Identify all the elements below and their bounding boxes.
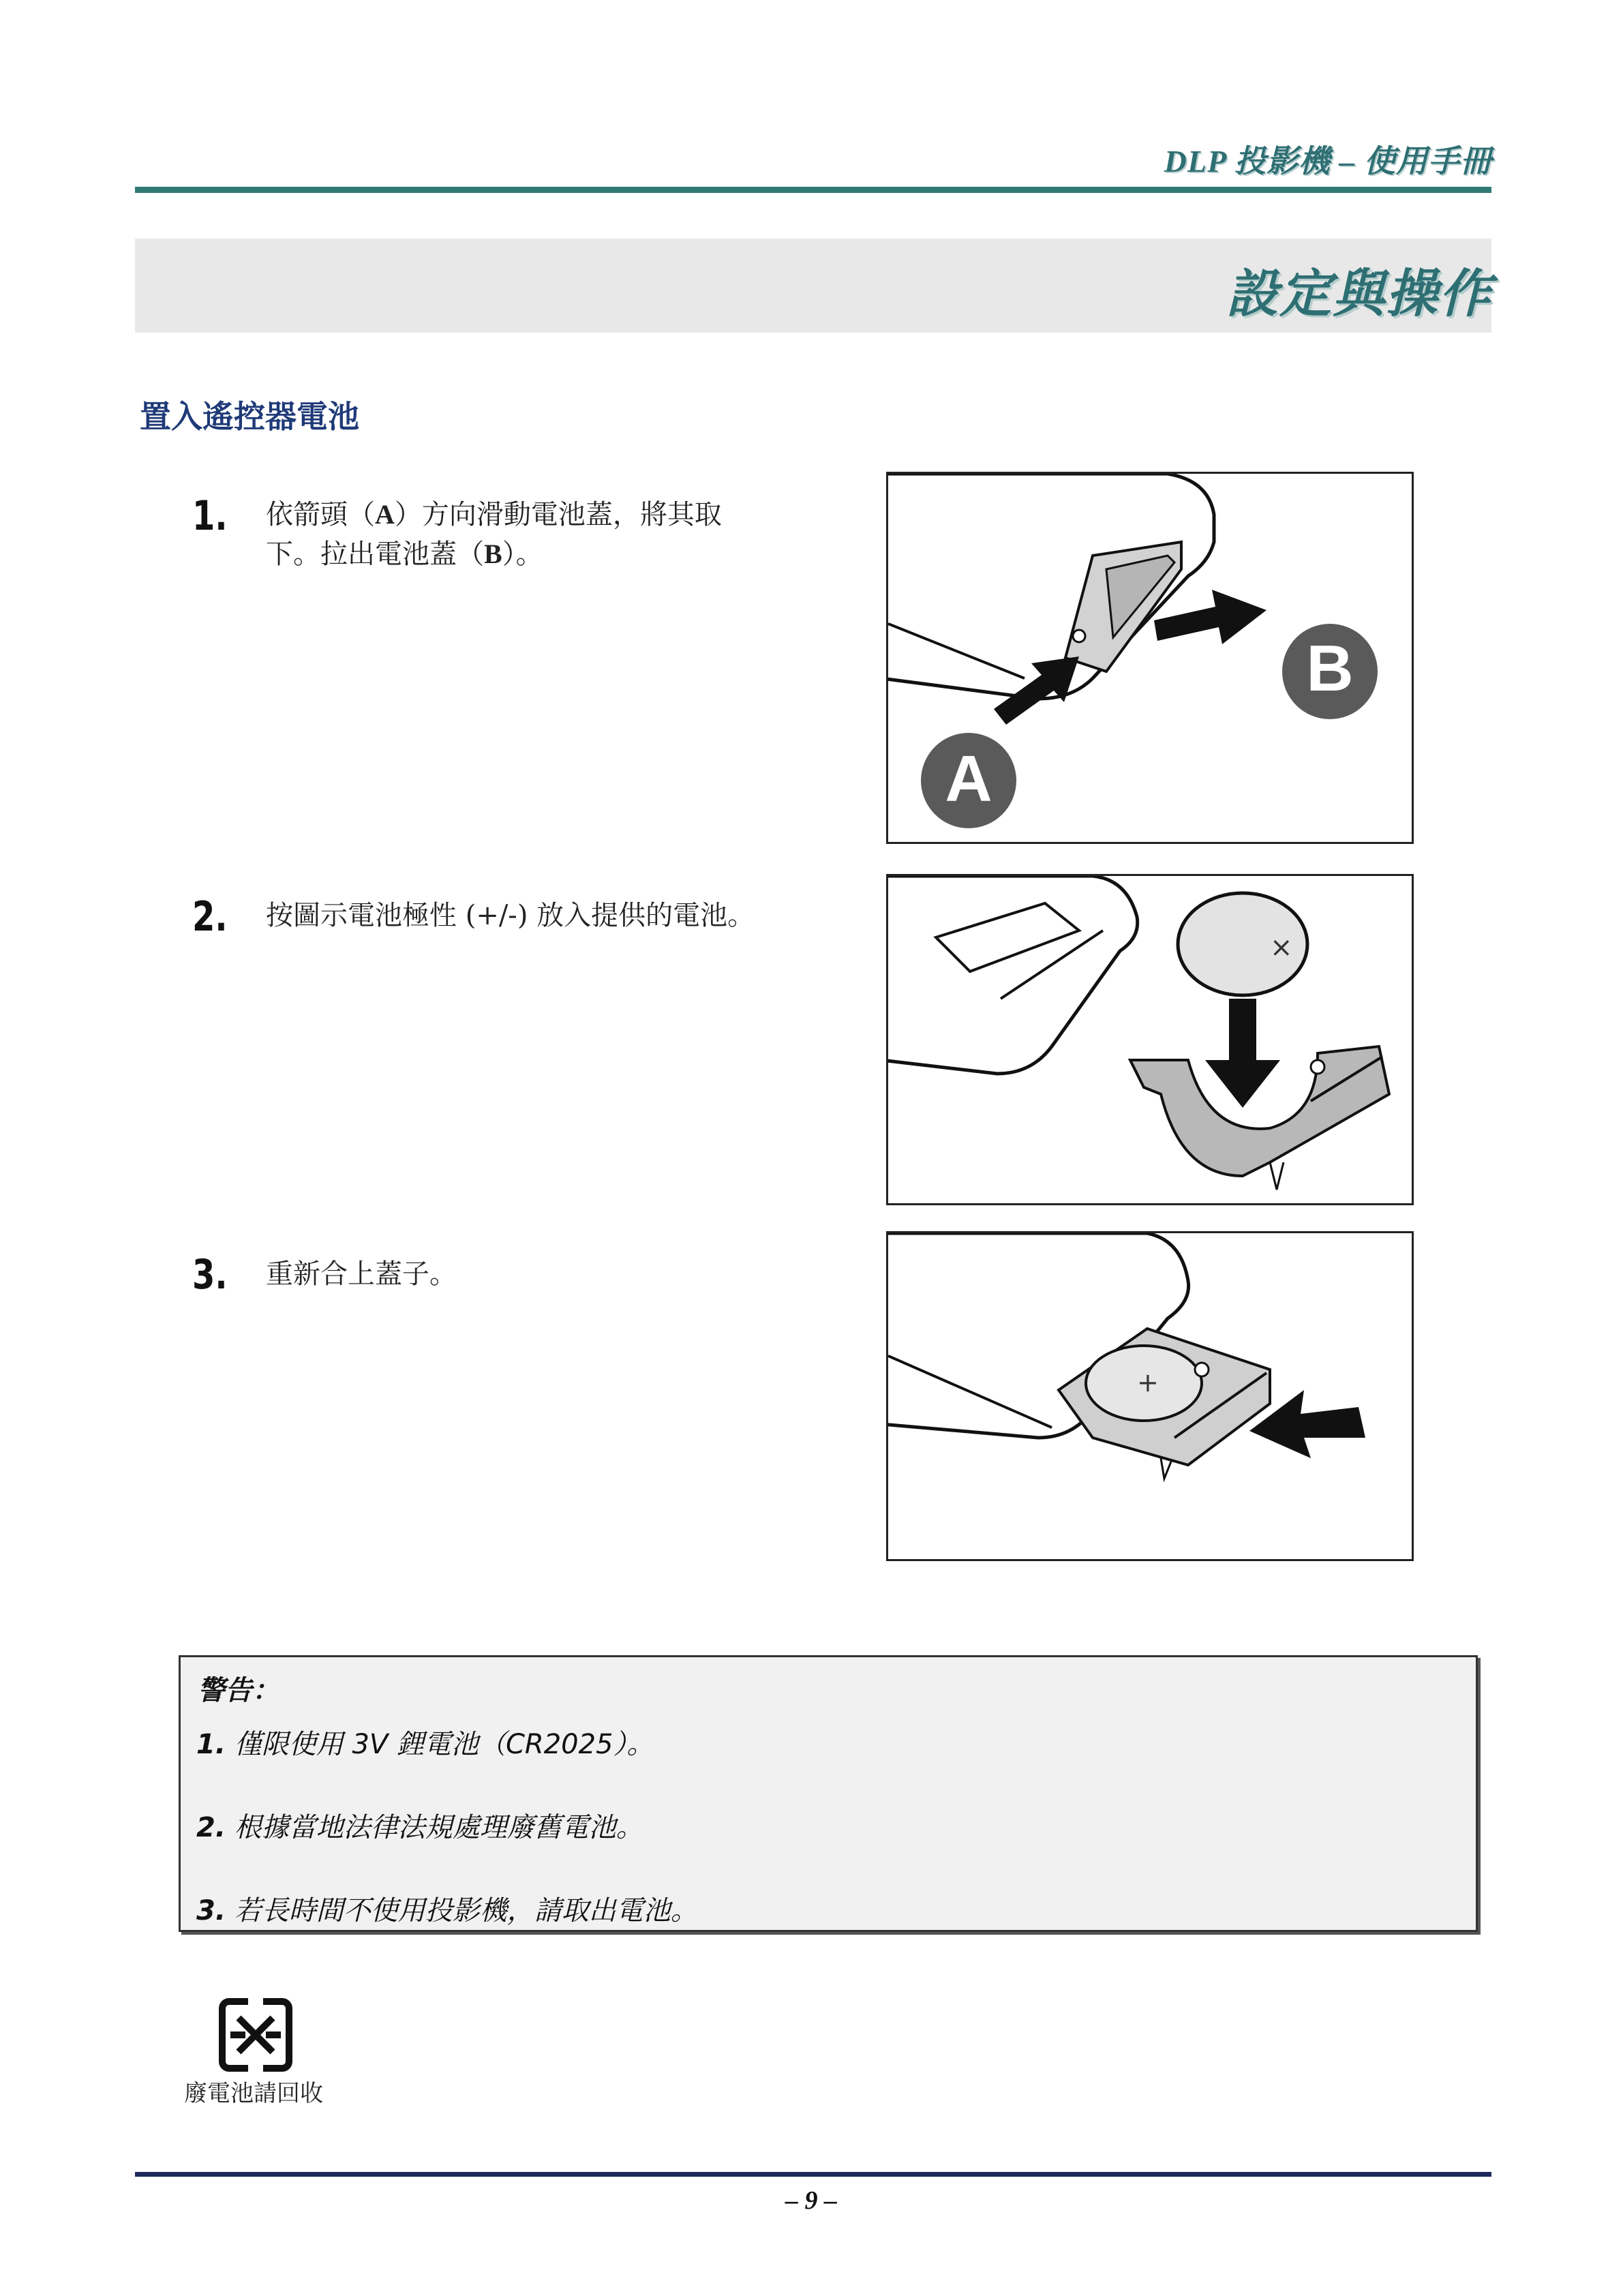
step-1-label-b: B [484,539,502,569]
figure-insert-battery [886,874,1414,1205]
recycle-label: 廢電池請回收 [184,2080,323,2107]
footer-rule [135,2172,1491,2177]
battery-recycle-icon [218,1997,293,2072]
step-1-number: 1. [192,492,228,540]
page-number: – 9 – [785,2186,837,2215]
step-2-number: 2. [192,893,228,941]
warning-item-number: 1. [196,1729,226,1760]
header-rule [135,187,1491,193]
step-1-label-a: A [375,499,395,530]
warning-item-number: 3. [196,1895,226,1927]
warning-item-text: 若長時間不使用投影機，請取出電池。 [234,1895,698,1927]
step-1-text-part: 依箭頭（ [266,499,375,530]
warning-item-text: 根據當地法律法規處理廢舊電池。 [234,1812,643,1843]
warning-title: 警告： [198,1675,279,1706]
step-3-text: 重新合上蓋子。 [266,1258,457,1290]
warning-item-3 [196,1889,698,1928]
section-title: 置入遙控器電池 [140,398,359,435]
warning-item-2 [196,1806,643,1845]
step-3-number: 3. [192,1251,228,1299]
figure-label-b: B [1306,632,1354,705]
step-1-text [266,495,811,574]
warning-item-1 [196,1723,654,1762]
figure-label-a: A [945,742,992,815]
running-header: DLP 投影機 – 使用手冊 [1164,144,1492,179]
svg-text:×: × [1270,932,1293,963]
step-1-text-part: 下。拉出電池蓋（ [266,539,484,570]
step-2-text: 按圖示電池極性 (+/-) 放入提供的電池。 [266,900,755,931]
warning-item-number: 2. [196,1812,226,1843]
chapter-title: 設定與操作 [1226,263,1492,324]
step-1-text-part: ）。 [502,539,543,570]
figure-close-cover [886,1231,1414,1561]
svg-text:+: + [1137,1368,1159,1398]
figure-remove-cover [886,472,1414,844]
warning-item-text: 僅限使用 3V 鋰電池（CR2025）。 [234,1729,654,1760]
step-1-text-part: ）方向滑動電池蓋，將其取 [394,499,722,530]
